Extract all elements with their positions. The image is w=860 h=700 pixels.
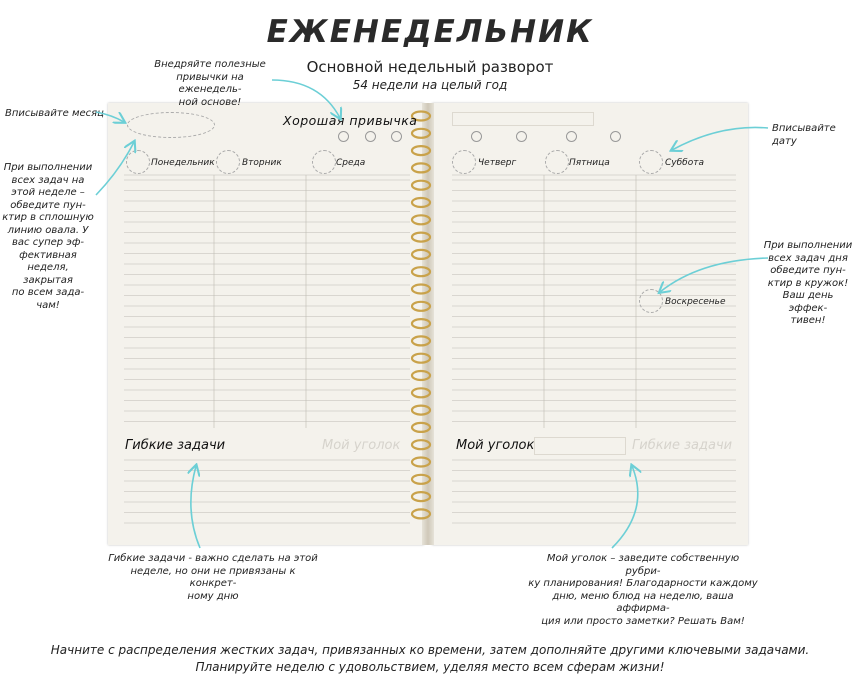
note-day-circle-line: тивен! (790, 315, 826, 326)
page-title: ЕЖЕНЕДЕЛЬНИК (266, 14, 594, 50)
note-date: Вписывайте дату (772, 123, 836, 147)
note-flexible-line: ному дню (187, 590, 239, 602)
note-oval-line: фективная (19, 249, 77, 261)
note-oval-line: При выполнении (3, 162, 93, 173)
note-day-circle-line: При выполнении (763, 240, 853, 251)
note-corner-line: дню, меню блюд на неделю, ваша аффирма- (552, 590, 734, 614)
note-oval-line: вас супер эф- (12, 237, 84, 248)
note-flexible-line: неделе, но они не привязаны к конкрет- (130, 565, 296, 589)
subtitle-weeks: 54 недели на целый год (352, 78, 508, 92)
arrow-oval (96, 142, 134, 195)
note-habits-line: привычки на еженедель- (176, 71, 244, 95)
note-habits-line: ной основе! (178, 96, 242, 108)
day-label-fri: Пятница (569, 158, 610, 168)
note-oval-line: чам! (36, 299, 60, 311)
faint-corner-heading: Мой уголок (322, 438, 401, 453)
day-label-wed: Среда (336, 158, 366, 168)
note-oval-line: по всем зада- (11, 287, 85, 298)
note-oval-line: линию овала. У (7, 224, 89, 236)
day-label-tue: Вторник (242, 158, 282, 168)
note-oval-line: этой неделе – (11, 187, 85, 198)
footer-line-2: Планируйте неделю с удовольствием, уделяя место всем сферам жизни! (195, 660, 665, 674)
note-month: Вписывайте месяц (5, 108, 104, 119)
note-corner-line: ку планирования! Благодарности каждому (528, 578, 758, 589)
faint-flexible-heading: Гибкие задачи (632, 438, 733, 453)
note-oval-line: ктир в сплошную (2, 212, 94, 223)
note-corner-line: Мой уголок – заведите собственную рубри- (546, 553, 740, 577)
footer-line-1: Начните с распределения жестких задач, привязанных ко времени, затем дополняйте другими ключевыми задачами. (50, 643, 810, 657)
note-oval-line: обведите пун- (10, 199, 86, 211)
note-day-circle-line: Ваш день эффек- (782, 290, 834, 314)
my-corner-heading: Мой уголок (456, 438, 535, 453)
note-oval-line: всех задач на (11, 174, 85, 186)
arrow-habits (272, 80, 340, 118)
arrow-date (672, 127, 768, 150)
note-corner-line: ция или просто заметки? Решать Вам! (541, 615, 745, 627)
day-label-sun: Воскресенье (665, 297, 726, 307)
note-oval-line: неделя, закрытая (23, 262, 73, 286)
subtitle: Основной недельный разворот (306, 58, 554, 76)
arrow-corner (612, 466, 638, 548)
habit-label: Хорошая привычка (283, 113, 418, 128)
day-label-mon: Понедельник (151, 158, 215, 168)
day-label-thu: Четверг (478, 158, 517, 168)
arrow-month (96, 112, 124, 122)
note-habits-line: Внедряйте полезные (154, 59, 266, 70)
day-label-sat: Суббота (665, 158, 704, 168)
arrow-flexible (191, 466, 200, 548)
note-day-circle-line: обведите пун- (770, 265, 846, 276)
note-flexible-line: Гибкие задачи - важно сделать на этой (108, 553, 318, 564)
note-day-circle-line: всех задач дня (768, 252, 848, 264)
flexible-tasks-heading: Гибкие задачи (125, 438, 226, 453)
arrow-day-circle (660, 258, 768, 292)
note-day-circle-line: ктир в кружок! (767, 277, 849, 289)
